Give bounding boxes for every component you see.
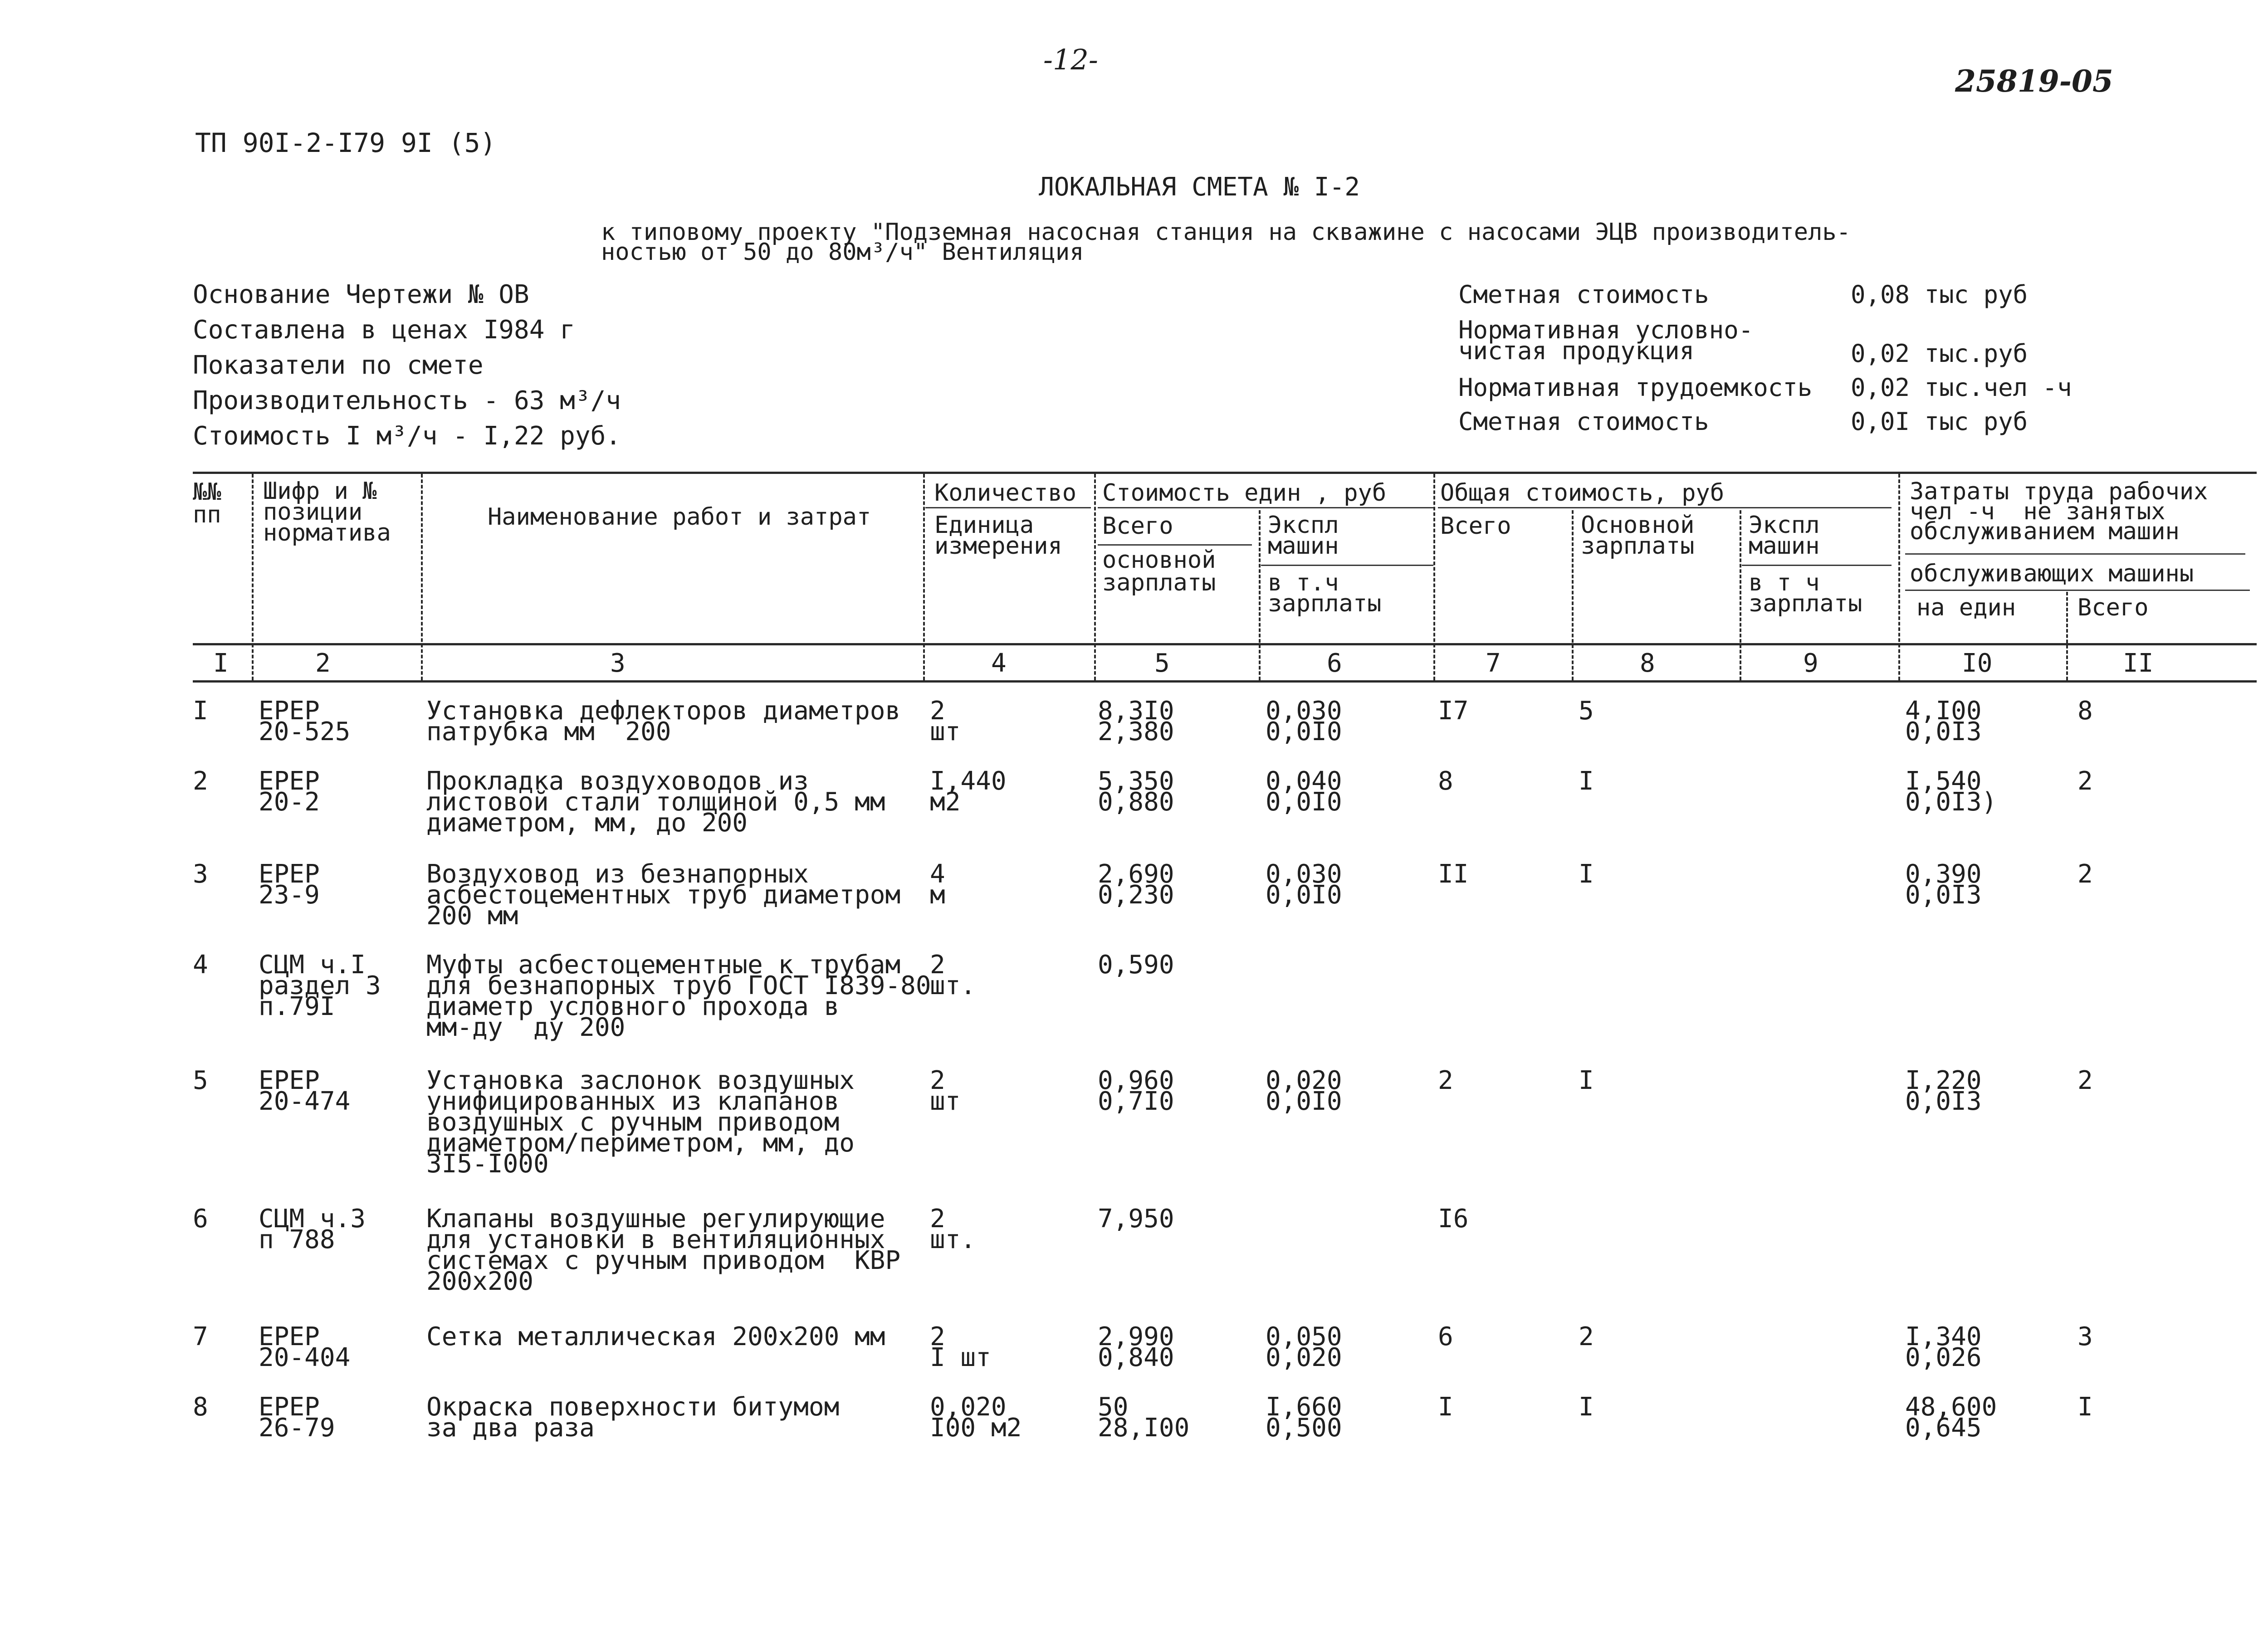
cell-quantity: I,440 м2	[930, 766, 1007, 817]
colnum-4: 4	[991, 649, 1007, 678]
cell-code: СЦМ ч.I раздел 3 п.79I	[259, 950, 381, 1021]
cell-unit-cost: 0,960 0,7I0	[1098, 1066, 1174, 1116]
table-top-rule	[193, 472, 2257, 474]
colnum-10: I0	[1962, 649, 1993, 678]
col-sep-9	[1898, 474, 1900, 680]
cell-unit-cost: 2,990 0,840	[1098, 1322, 1174, 1372]
colnum-6: 6	[1327, 649, 1342, 678]
colnum-3: 3	[610, 649, 626, 678]
info-value-estimate-cost: 0,08 тыс руб	[1851, 280, 2028, 309]
info-label-estimate-cost-2: Сметная стоимость	[1458, 407, 1709, 436]
cell-total-cost: I	[1438, 1392, 1453, 1422]
cell-row-number: 3	[193, 859, 208, 889]
document-subtitle: к типовому проекту "Подземная насосная станция на скважине с насосами ЭЦВ производитель- ностью от 50 до 80м³/ч" Вентиляция	[601, 219, 1851, 266]
cell-code: ЕРЕР 23-9	[259, 859, 320, 910]
cell-unit-cost: 50 28,I00	[1098, 1392, 1190, 1443]
cell-total-wages: 2	[1579, 1322, 1594, 1351]
info-label-net-product: Нормативная условно- чистая продукция	[1458, 316, 1754, 365]
cell-code: ЕРЕР 20-525	[259, 696, 351, 746]
info-indicators: Показатели по смете	[193, 351, 484, 380]
cell-row-number: 2	[193, 766, 208, 796]
col-sep-1	[252, 474, 254, 680]
info-unit-cost: Стоимость I м³/ч - I,22 руб.	[193, 421, 621, 451]
cell-labor-per-unit: I,540 0,0I3)	[1905, 766, 1997, 817]
cell-quantity: 2 I шт	[930, 1322, 991, 1372]
cell-row-number: 7	[193, 1322, 208, 1351]
cell-unit-cost: 8,3I0 2,380	[1098, 696, 1174, 746]
cell-total-cost: I6	[1438, 1204, 1469, 1234]
cell-code: ЕРЕР 20-474	[259, 1066, 351, 1116]
table-colnum-bottom-rule	[193, 680, 2257, 683]
cell-labor-total: 2	[2077, 766, 2093, 796]
col-sep-7	[1572, 510, 1574, 680]
cell-quantity: 2 шт.	[930, 950, 976, 1000]
cell-quantity: 2 шт	[930, 1066, 961, 1116]
colnum-7: 7	[1486, 649, 1501, 678]
col-sep-10	[2066, 592, 2068, 680]
info-value-net-product: 0,02 тыс.руб	[1851, 339, 2028, 368]
cell-total-cost: 6	[1438, 1322, 1453, 1351]
cell-name: Прокладка воздуховодов из листовой стали толщиной 0,5 мм диаметром, мм, до 200	[426, 766, 885, 838]
header-cost-machine-wages: в т.ч зарплаты	[1268, 569, 1382, 617]
cell-labor-per-unit: I,340 0,026	[1905, 1322, 1982, 1372]
cell-unit-machine-cost: 0,050 0,020	[1266, 1322, 1342, 1372]
header-code: Шифр и № позиции норматива	[263, 478, 391, 546]
rule-total-top	[1438, 507, 1892, 508]
rule-cost-top	[1098, 507, 1433, 508]
cell-row-number: 4	[193, 950, 208, 980]
cell-name: Сетка металлическая 200х200 мм	[426, 1322, 885, 1351]
cell-unit-machine-cost: 0,030 0,0I0	[1266, 859, 1342, 910]
header-total-cost: Общая стоимость, руб	[1440, 479, 1725, 507]
info-basis: Основание Чертежи № ОВ	[193, 280, 529, 309]
header-total-machines: Экспл машин	[1749, 512, 1820, 560]
cell-unit-cost: 5,350 0,880	[1098, 766, 1174, 817]
rule-labor-top	[1905, 553, 2245, 555]
header-total-machine-wages: в т ч зарплаты	[1749, 569, 1862, 617]
info-capacity: Производительность - 63 м³/ч	[193, 386, 621, 415]
colnum-9: 9	[1803, 649, 1818, 678]
document-title: ЛОКАЛЬНАЯ СМЕТА № I-2	[1039, 172, 1360, 202]
cell-code: СЦМ ч.3 п 788	[259, 1204, 366, 1254]
cell-quantity: 2 шт.	[930, 1204, 976, 1254]
cell-row-number: I	[193, 696, 208, 726]
cell-labor-total: 2	[2077, 859, 2093, 889]
rule-qty-top	[925, 507, 1091, 508]
header-unit: Единица измерения	[934, 512, 1062, 560]
cell-code: ЕРЕР 20-2	[259, 766, 320, 817]
cell-quantity: 0,020 I00 м2	[930, 1392, 1022, 1443]
page-number: -12-	[1043, 43, 1098, 76]
colnum-1: I	[213, 649, 229, 678]
cell-name: Установка дефлекторов диаметров патрубка мм 200	[426, 696, 901, 746]
cell-unit-machine-cost: 0,030 0,0I0	[1266, 696, 1342, 746]
cell-code: ЕРЕР 20-404	[259, 1322, 351, 1372]
cell-name: Клапаны воздушные регулирующие для установки в вентиляционных системах с ручным приводом КВР 200х200	[426, 1204, 901, 1296]
info-prices-year: Составлена в ценах I984 г	[193, 315, 575, 345]
cell-total-wages: 5	[1579, 696, 1594, 726]
cell-unit-machine-cost: 0,020 0,0I0	[1266, 1066, 1342, 1116]
document-code: 25819-05	[1955, 63, 2113, 99]
cell-quantity: 2 шт	[930, 696, 961, 746]
header-cost-total: Всего	[1102, 512, 1173, 540]
tp-number: ТП 90I-2-I79 9I (5)	[195, 127, 496, 158]
cell-total-cost: 8	[1438, 766, 1453, 796]
header-quantity: Количество	[934, 479, 1077, 507]
header-row-number: №№ пп	[193, 478, 221, 528]
info-label-estimate-cost: Сметная стоимость	[1458, 280, 1709, 309]
cell-total-cost: I7	[1438, 696, 1469, 726]
left-info	[193, 280, 621, 460]
header-total-wages: Основной зарплаты	[1581, 512, 1695, 560]
cell-unit-machine-cost: 0,040 0,0I0	[1266, 766, 1342, 817]
cell-total-cost: 2	[1438, 1066, 1453, 1095]
cell-labor-per-unit: 0,390 0,0I3	[1905, 859, 1982, 910]
cell-labor-per-unit: 4,I00 0,0I3	[1905, 696, 1982, 746]
rule-labor-mid	[1905, 590, 2250, 591]
cell-unit-cost: 2,690 0,230	[1098, 859, 1174, 910]
cell-row-number: 5	[193, 1066, 208, 1095]
header-labor-machines: обслуживающих машины	[1910, 560, 2194, 587]
cell-unit-cost: 7,950	[1098, 1204, 1174, 1234]
col-sep-5	[1259, 510, 1261, 680]
table-header-bottom-rule	[193, 643, 2257, 645]
cell-code: ЕРЕР 26-79	[259, 1392, 335, 1443]
cell-name: Установка заслонок воздушных унифицированных из клапанов воздушных с ручным приводом диаметром/периметром, мм, до 3I5-I000	[426, 1066, 855, 1179]
info-value-estimate-cost-2: 0,0I тыс руб	[1851, 407, 2028, 436]
cell-row-number: 8	[193, 1392, 208, 1422]
colnum-5: 5	[1154, 649, 1170, 678]
cell-labor-per-unit: I,220 0,0I3	[1905, 1066, 1982, 1116]
col-sep-2	[421, 474, 423, 680]
cell-total-wages: I	[1579, 766, 1594, 796]
rule-total-ekspl	[1742, 565, 1892, 566]
header-cost-wages: основной зарплаты	[1102, 546, 1216, 596]
header-labor-total: Всего	[2077, 594, 2149, 621]
col-sep-4	[1094, 474, 1096, 680]
cell-labor-total: I	[2077, 1392, 2093, 1422]
cell-total-cost: II	[1438, 859, 1469, 889]
cell-total-wages: I	[1579, 859, 1594, 889]
cell-name: Муфты асбестоцементные к трубам для безнапорных труб ГОСТ I839-80 диаметр условного прохода в мм-ду ду 200	[426, 950, 931, 1042]
header-labor-per-unit: на един	[1916, 594, 2016, 621]
cell-labor-total: 3	[2077, 1322, 2093, 1351]
header-cost-machines: Экспл машин	[1268, 512, 1339, 560]
info-value-labor: 0,02 тыс.чел -ч	[1851, 373, 2072, 402]
header-name: Наименование работ и затрат	[488, 503, 871, 531]
cell-labor-per-unit: 48,600 0,645	[1905, 1392, 1997, 1443]
cell-labor-total: 2	[2077, 1066, 2093, 1095]
header-total-all: Всего	[1440, 512, 1511, 540]
header-unit-cost: Стоимость един , руб	[1102, 479, 1387, 507]
colnum-2: 2	[315, 649, 331, 678]
cell-total-wages: I	[1579, 1066, 1594, 1095]
info-label-labor: Нормативная трудоемкость	[1458, 373, 1813, 402]
header-labor: Затраты труда рабочих чел -ч не занятых обслуживанием машин	[1910, 478, 2208, 545]
cell-unit-machine-cost: I,660 0,500	[1266, 1392, 1342, 1443]
cell-name: Воздуховод из безнапорных асбестоцементных труб диаметром 200 мм	[426, 859, 901, 931]
colnum-11: II	[2123, 649, 2154, 678]
cell-labor-total: 8	[2077, 696, 2093, 726]
cell-total-wages: I	[1579, 1392, 1594, 1422]
cell-unit-cost: 0,590	[1098, 950, 1174, 980]
rule-cost-ekspl	[1261, 565, 1433, 566]
rule-cost-vsego	[1098, 544, 1252, 546]
cell-quantity: 4 м	[930, 859, 945, 910]
cell-name: Окраска поверхности битумом за два раза	[426, 1392, 840, 1443]
cell-row-number: 6	[193, 1204, 208, 1234]
colnum-8: 8	[1640, 649, 1655, 678]
col-sep-3	[923, 474, 925, 680]
col-sep-6	[1433, 474, 1435, 680]
col-sep-8	[1740, 510, 1741, 680]
